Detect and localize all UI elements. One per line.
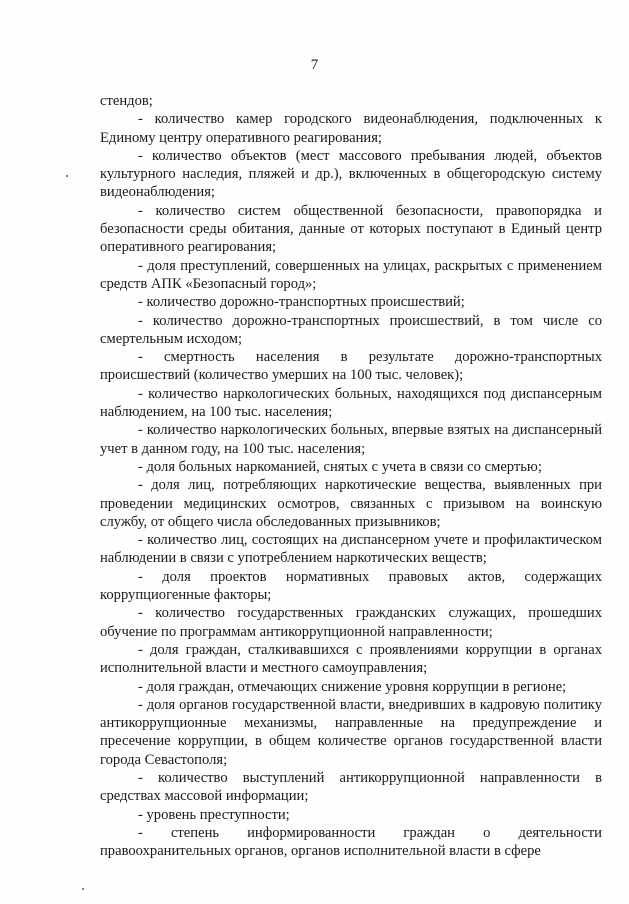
paragraph: - количество объектов (мест массового пребывания людей, объектов культурного наследия, пляжей и др.), включенных в общегородскую систему видеонаблюдения; [100, 147, 602, 201]
paragraph: - доля граждан, сталкивавшихся с проявлениями коррупции в органах исполнительной власти и местного самоуправления; [100, 641, 602, 677]
paragraph: - степень информированности граждан о деятельности правоохранительных органов, органов исполнительной власти в сфере [100, 824, 602, 860]
document-body [100, 92, 602, 860]
paragraph: - количество камер городского видеонаблюдения, подключенных к Единому центру оперативного реагирования; [100, 111, 602, 146]
paragraph: - количество систем общественной безопасности, правопорядка и безопасности среды обитания, данные от которых поступают в Единый центр оперативного реагирования; [100, 202, 602, 256]
paragraph: - уровень преступности; [138, 806, 290, 823]
scan-speck [66, 175, 68, 177]
scan-speck [82, 888, 84, 890]
paragraph: - доля граждан, отмечающих снижение уровня коррупции в регионе; [138, 678, 567, 695]
paragraph: - количество лиц, состоящих на диспансерном учете и профилактическом наблюдении в связи с употреблением наркотических веществ; [100, 532, 602, 567]
paragraph: - количество государственных гражданских служащих, прошедших обучение по программам антикоррупционной направленности; [100, 605, 602, 640]
paragraph: - доля больных наркоманией, снятых с учета в связи со смертью; [138, 458, 542, 475]
paragraph: - количество дорожно-транспортных происшествий, в том числе со смертельным исходом; [100, 312, 602, 347]
paragraph: - количество наркологических больных, находящихся под диспансерным наблюдением, на 100 тыс. населения; [100, 385, 602, 421]
paragraph: - количество дорожно-транспортных происшествий; [138, 294, 465, 311]
paragraph: - количество наркологических больных, впервые взятых на диспансерный учет в данном году, на 100 тыс. населения; [100, 422, 602, 457]
paragraph: - доля лиц, потребляющих наркотические вещества, выявленных при проведении медицинских осмотров, связанных с призывом на воинскую службу, от общего числа обследованных призывников; [100, 477, 602, 530]
paragraph: - количество выступлений антикоррупционной направленности в средствах массовой информации; [100, 769, 602, 805]
paragraph: - доля преступлений, совершенных на улицах, раскрытых с применением средств АПК «Безопасный город»; [100, 257, 602, 292]
paragraph: - доля органов государственной власти, внедривших в кадровую политику антикоррупционные механизмы, направленные на предупреждение и пресечение коррупции, в общем количестве органов государственной власти города Севастополя; [100, 696, 602, 768]
page-number: 7 [310, 57, 319, 73]
paragraph: - доля проектов нормативных правовых актов, содержащих коррупциогенные факторы; [100, 568, 602, 604]
paragraph: стендов; [100, 93, 153, 109]
paragraph: - смертность населения в результате дорожно-транспортных происшествий (количество умерших на 100 тыс. человек); [100, 349, 602, 384]
